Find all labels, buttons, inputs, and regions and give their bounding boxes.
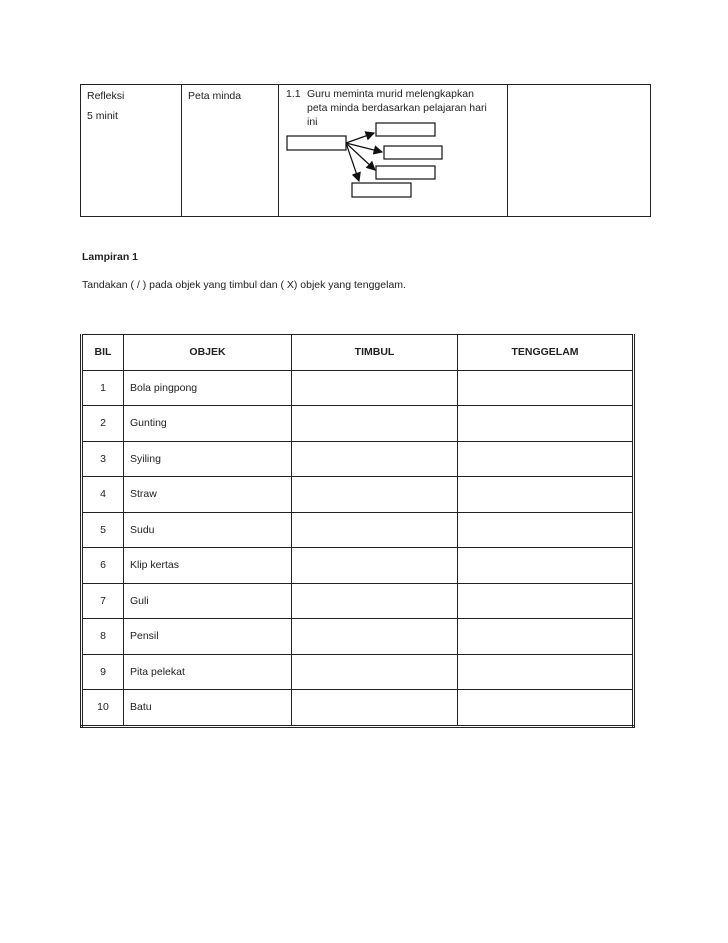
- table-row: [82, 690, 634, 727]
- phase-label: Refleksi: [87, 90, 125, 102]
- row-object: Bola pingpong: [124, 370, 292, 406]
- timbul-cell[interactable]: [292, 548, 458, 584]
- timbul-cell[interactable]: [292, 690, 458, 727]
- table-row: [82, 512, 634, 548]
- row-object: Gunting: [124, 406, 292, 442]
- timbul-cell[interactable]: [292, 583, 458, 619]
- row-number: 9: [82, 654, 124, 690]
- row-object: Straw: [124, 477, 292, 513]
- table-row: [82, 583, 634, 619]
- resource-label: Peta minda: [188, 90, 242, 102]
- table-row: [82, 619, 634, 655]
- row-number: 4: [82, 477, 124, 513]
- row-object: Batu: [124, 690, 292, 727]
- tenggelam-cell[interactable]: [458, 619, 634, 655]
- header-bil: BIL: [82, 335, 124, 371]
- timbul-cell[interactable]: [292, 512, 458, 548]
- timbul-cell[interactable]: [292, 619, 458, 655]
- table-row: [82, 654, 634, 690]
- table-row: [82, 406, 634, 442]
- row-object: Guli: [124, 583, 292, 619]
- row-number: 2: [82, 406, 124, 442]
- tenggelam-cell[interactable]: [458, 477, 634, 513]
- header-objek: OBJEK: [124, 335, 292, 371]
- mind-map-arrow: [346, 133, 374, 143]
- mind-map-center-box: [287, 136, 346, 150]
- table-header-row: [82, 335, 634, 371]
- activity-line-2: peta minda berdasarkan pelajaran hari: [307, 102, 487, 114]
- tenggelam-cell[interactable]: [458, 690, 634, 727]
- row-number: 5: [82, 512, 124, 548]
- tenggelam-cell[interactable]: [458, 548, 634, 584]
- header-timbul: TIMBUL: [292, 335, 458, 371]
- row-number: 6: [82, 548, 124, 584]
- mind-map-branch-box: [376, 166, 435, 179]
- timbul-cell[interactable]: [292, 477, 458, 513]
- timbul-cell[interactable]: [292, 406, 458, 442]
- floating-sinking-table: [80, 334, 635, 728]
- tenggelam-cell[interactable]: [458, 370, 634, 406]
- table-row: [82, 477, 634, 513]
- header-tenggelam: TENGGELAM: [458, 335, 634, 371]
- timbul-cell[interactable]: [292, 441, 458, 477]
- row-number: 1: [82, 370, 124, 406]
- tenggelam-cell[interactable]: [458, 583, 634, 619]
- row-number: 10: [82, 690, 124, 727]
- appendix-instruction: Tandakan ( / ) pada objek yang timbul dan ( X) objek yang tenggelam.: [82, 279, 406, 291]
- row-object: Sudu: [124, 512, 292, 548]
- tenggelam-cell[interactable]: [458, 654, 634, 690]
- mind-map-branch-box: [376, 123, 435, 136]
- activity-number: 1.1: [286, 88, 301, 100]
- table-row: [82, 370, 634, 406]
- row-object: Pensil: [124, 619, 292, 655]
- timbul-cell[interactable]: [292, 654, 458, 690]
- row-number: 3: [82, 441, 124, 477]
- activity-line-1: Guru meminta murid melengkapkan: [307, 88, 474, 100]
- timbul-cell[interactable]: [292, 370, 458, 406]
- appendix-title: Lampiran 1: [82, 251, 139, 263]
- tenggelam-cell[interactable]: [458, 406, 634, 442]
- activity-line-3: ini: [307, 116, 318, 128]
- row-number: 8: [82, 619, 124, 655]
- duration-label: 5 minit: [87, 110, 118, 122]
- mind-map-branch-box: [352, 183, 411, 197]
- table-row: [82, 441, 634, 477]
- row-number: 7: [82, 583, 124, 619]
- mind-map-branch-box: [384, 146, 442, 159]
- row-object: Pita pelekat: [124, 654, 292, 690]
- row-object: Klip kertas: [124, 548, 292, 584]
- tenggelam-cell[interactable]: [458, 512, 634, 548]
- table-row: [82, 548, 634, 584]
- row-object: Syiling: [124, 441, 292, 477]
- tenggelam-cell[interactable]: [458, 441, 634, 477]
